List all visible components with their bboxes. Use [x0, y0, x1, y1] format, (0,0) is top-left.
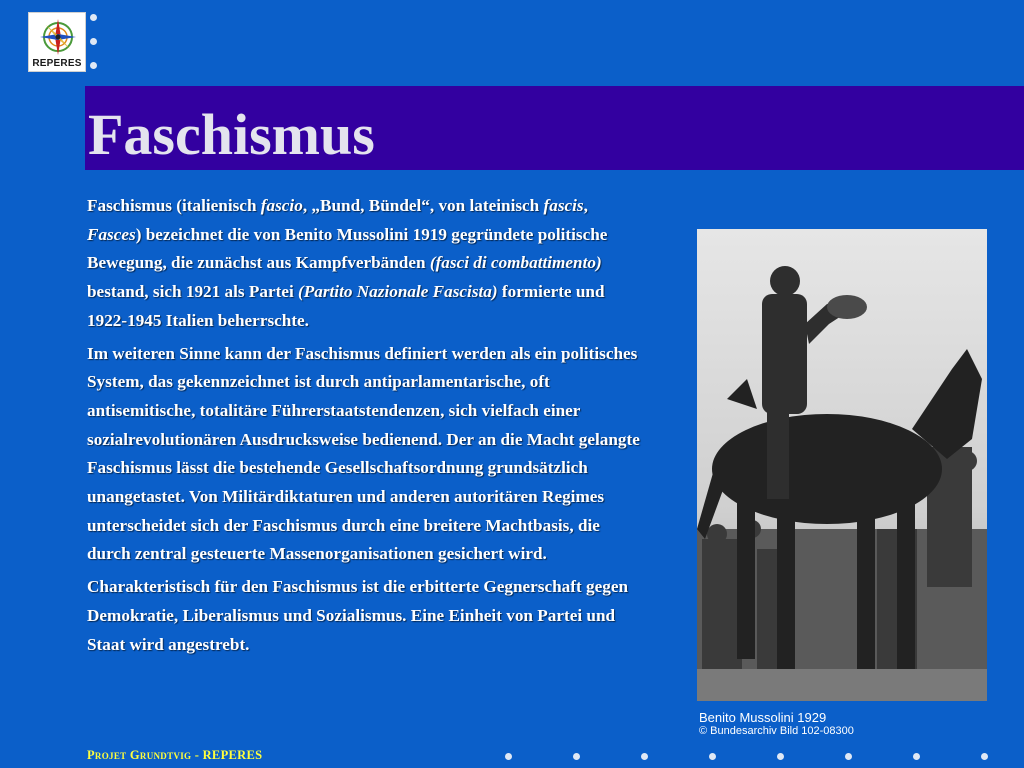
page-title: Faschismus — [88, 102, 375, 167]
text-segment: , „Bund, Bündel“, von lateinisch — [302, 196, 544, 215]
decorative-dots-vertical — [90, 10, 98, 74]
dot — [641, 753, 648, 760]
decorative-dots-row — [505, 753, 1005, 763]
logo — [28, 12, 86, 72]
text-segment: formierte und 1922-1945 Italien beherrschte. — [87, 282, 605, 330]
compass-icon — [38, 17, 78, 57]
historical-photo — [697, 229, 987, 701]
dot — [777, 753, 784, 760]
body-text — [87, 192, 642, 663]
italic-term: fascio — [260, 196, 303, 215]
text-segment: Im weiteren Sinne kann der Faschismus definiert werden als ein politisches System, das gekennzeichnet ist durch antiparlamentarische, oft antisemitische, totalitäre Führerstaatstendenzen, sich vielfach einer sozialrevolutionären Ausdrucksweise bedienend. Der an die Macht gelangte Faschismus lässt die bestehende Gesellschaftsordnung grundsätzlich unangetastet. Von Militärdiktaturen und anderen autoritären Regimes unterscheidet sich der Faschismus durch eine breitere Machtbasis, die durch zentral gesteuerte Massenorganisationen gesichert wird. — [87, 343, 640, 564]
caption-credit: © Bundesarchiv Bild 102-08300 — [699, 725, 854, 737]
paragraph — [87, 340, 642, 570]
italic-term: fascis — [543, 196, 584, 215]
caption-title: Benito Mussolini 1929 — [699, 710, 827, 725]
text-segment: , — [583, 196, 588, 215]
logo-text: REPERES — [32, 58, 82, 69]
dot — [573, 753, 580, 760]
dot — [913, 753, 920, 760]
text-segment: bestand, sich 1921 als Partei — [87, 282, 299, 302]
italic-term: Fasces — [87, 224, 136, 244]
paragraph — [87, 192, 642, 336]
dot — [90, 14, 97, 21]
mussolini-on-horse-image — [697, 229, 987, 701]
dot — [90, 62, 97, 69]
dot — [845, 753, 852, 760]
text-segment: Charakteristisch für den Faschismus ist die erbitterte Gegnerschaft gegen Demokratie, Liberalismus und Sozialismus. Eine Einheit von Partei und Staat wird angestrebt. — [87, 577, 629, 654]
dot — [90, 38, 97, 45]
paragraph — [87, 573, 642, 659]
dot — [505, 753, 512, 760]
dot — [981, 753, 988, 760]
photo-caption — [699, 710, 854, 738]
italic-term: (Partito Nazionale Fascista) — [298, 282, 498, 302]
text-segment: Faschismus (italienisch — [87, 196, 261, 215]
footer-text: Projet Grundtvig - REPERES — [87, 748, 263, 762]
dot — [709, 753, 716, 760]
italic-term: (fasci di combattimento) — [429, 253, 602, 273]
text-segment: ) bezeichnet die von Benito Mussolini 1919 gegründete politische Bewegung, die zunächst aus Kampfverbänden — [87, 224, 608, 273]
